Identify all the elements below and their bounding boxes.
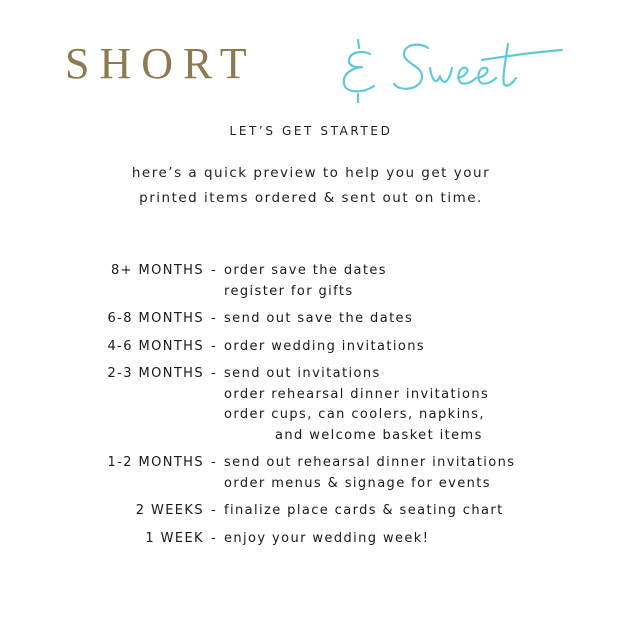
intro-line: here’s a quick preview to help you get your	[131, 165, 491, 181]
timeline-row	[0, 453, 622, 494]
timeline-period: 2 WEEKS	[135, 503, 204, 518]
timeline-row	[0, 501, 622, 522]
timeline-task: order cups, can coolers, napkins,	[224, 407, 485, 422]
timeline-tasks	[224, 529, 622, 550]
timeline-task: and welcome basket items	[275, 427, 483, 443]
timeline-task: enjoy your wedding week!	[224, 530, 430, 546]
timeline-tasks	[224, 501, 622, 522]
timeline-dash: -	[210, 503, 218, 518]
timeline-tasks	[224, 364, 622, 446]
brand-logo	[0, 0, 622, 120]
timeline-tasks	[224, 453, 622, 494]
timeline-task: order save the dates	[224, 263, 387, 278]
timeline-task: send out invitations	[224, 366, 381, 381]
timeline-dash: -	[210, 311, 218, 326]
timeline-dash: -	[210, 530, 218, 546]
timeline-dash: -	[210, 263, 218, 278]
intro-line: printed items ordered & sent out on time.	[139, 190, 483, 206]
timeline-row	[0, 529, 622, 550]
timeline-row	[0, 364, 622, 446]
section-subtitle: LET’S GET STARTED	[229, 124, 393, 138]
timeline-task: register for gifts	[224, 283, 354, 299]
timeline-task: send out rehearsal dinner invitations	[224, 455, 516, 470]
timeline-dash: -	[210, 366, 218, 381]
timeline-dash: -	[210, 455, 218, 470]
timeline-period: 1 WEEK	[145, 530, 204, 546]
intro-paragraph	[0, 161, 622, 211]
timeline-tasks	[224, 337, 622, 358]
timeline-period: 4-6 MONTHS	[107, 338, 204, 354]
timeline-row	[0, 337, 622, 358]
timeline-period: 2-3 MONTHS	[107, 366, 204, 381]
timeline-task: order menus & signage for events	[224, 475, 491, 491]
logo-script-text: & Sweet	[332, 38, 337, 39]
timeline-tasks	[224, 309, 622, 330]
logo-word-short: SHORT	[65, 39, 257, 88]
timeline-dash: -	[210, 338, 218, 354]
timeline-period: 6-8 MONTHS	[107, 311, 204, 326]
timeline-row	[0, 261, 622, 302]
timeline-tasks	[224, 261, 622, 302]
timeline-task: finalize place cards & seating chart	[224, 503, 504, 518]
logo-script-sweet	[332, 38, 564, 108]
timeline-period: 8+ MONTHS	[110, 263, 204, 278]
timeline-list	[0, 261, 622, 556]
timeline-task: send out save the dates	[224, 311, 414, 326]
timeline-task: order wedding invitations	[224, 338, 426, 354]
timeline-row	[0, 309, 622, 330]
timeline-task: order rehearsal dinner invitations	[224, 386, 490, 402]
timeline-period: 1-2 MONTHS	[107, 455, 204, 470]
